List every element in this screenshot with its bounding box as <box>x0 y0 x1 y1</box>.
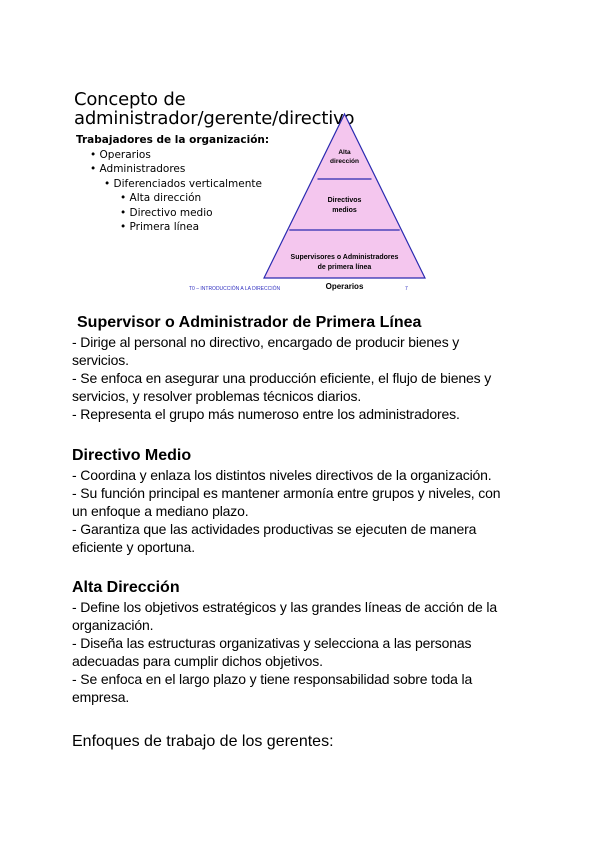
hierarchy-pyramid <box>262 112 427 298</box>
paragraph-line: - Coordina y enlaza los distintos niveles directivos de la organización. <box>72 467 492 483</box>
paragraph-line: - Se enfoca en el largo plazo y tiene responsabilidad sobre toda la <box>72 671 473 687</box>
pyramid-bottom-label-2: de primera línea <box>317 264 372 271</box>
paragraph-line: empresa. <box>72 689 130 705</box>
paragraph-line: - Garantiza que las actividades productivas se ejecuten de manera <box>72 521 477 537</box>
section-medio <box>72 446 532 556</box>
pyramid-bottom-label-1: Supervisores o Administradores <box>290 254 399 261</box>
list-item: • Operarios <box>90 148 151 161</box>
paragraph-line: - Dirige al personal no directivo, encargado de producir bienes y <box>72 334 460 350</box>
section-title: Alta Dirección <box>72 579 180 596</box>
paragraph-line: eficiente y oportuna. <box>72 539 195 555</box>
paragraph-line: - Se enfoca en asegurar una producción eficiente, el flujo de bienes y <box>72 370 492 386</box>
paragraph-line: - Representa el grupo más numeroso entre los administradores. <box>72 406 460 422</box>
section-title: Supervisor o Administrador de Primera Línea <box>77 314 422 331</box>
section-supervisor <box>72 313 532 423</box>
list-item: • Diferenciados verticalmente <box>104 177 262 190</box>
paragraph-line: servicios, y resolver problemas técnicos diarios. <box>72 388 362 404</box>
list-item: • Directivo medio <box>120 206 213 219</box>
slide-title-line1: Concepto de <box>74 89 186 110</box>
list-heading: Trabajadores de la organización: <box>76 134 270 146</box>
pyramid-mid-label-2: medios <box>332 207 357 214</box>
slide-bullet-list <box>76 133 269 235</box>
pyramid-mid-label-1: Directivos <box>327 197 362 204</box>
closing-heading: Enfoques de trabajo de los gerentes: <box>72 733 334 750</box>
section-alta <box>72 578 532 706</box>
list-item: • Primera línea <box>120 221 200 233</box>
slide-title-line2: administrador/gerente/directivo <box>74 108 355 129</box>
pyramid-top-label-1: Alta <box>338 149 351 156</box>
section-title: Directivo Medio <box>72 447 192 464</box>
slide-footer: T0 – INTRODUCCIÓN A LA DIRECCIÓN <box>189 286 281 292</box>
pyramid-top-label-2: dirección <box>330 158 359 165</box>
paragraph-line: - Diseña las estructuras organizativas y selecciona a las personas <box>72 635 472 651</box>
paragraph-line: organización. <box>72 617 154 633</box>
slide-page-number: 7 <box>405 286 408 292</box>
paragraph-line: - Define los objetivos estratégicos y las grandes líneas de acción de la <box>72 599 497 615</box>
paragraph-line: servicios. <box>72 352 129 368</box>
paragraph-line: un enfoque a mediano plazo. <box>72 503 249 519</box>
list-item: • Alta dirección <box>120 192 202 204</box>
pyramid-base-label: Operarios <box>325 282 364 291</box>
paragraph-line: adecuadas para cumplir dichos objetivos. <box>72 653 323 669</box>
list-item: • Administradores <box>90 163 186 175</box>
paragraph-line: - Su función principal es mantener armonía entre grupos y niveles, con <box>72 485 501 501</box>
slide-image <box>72 88 432 298</box>
